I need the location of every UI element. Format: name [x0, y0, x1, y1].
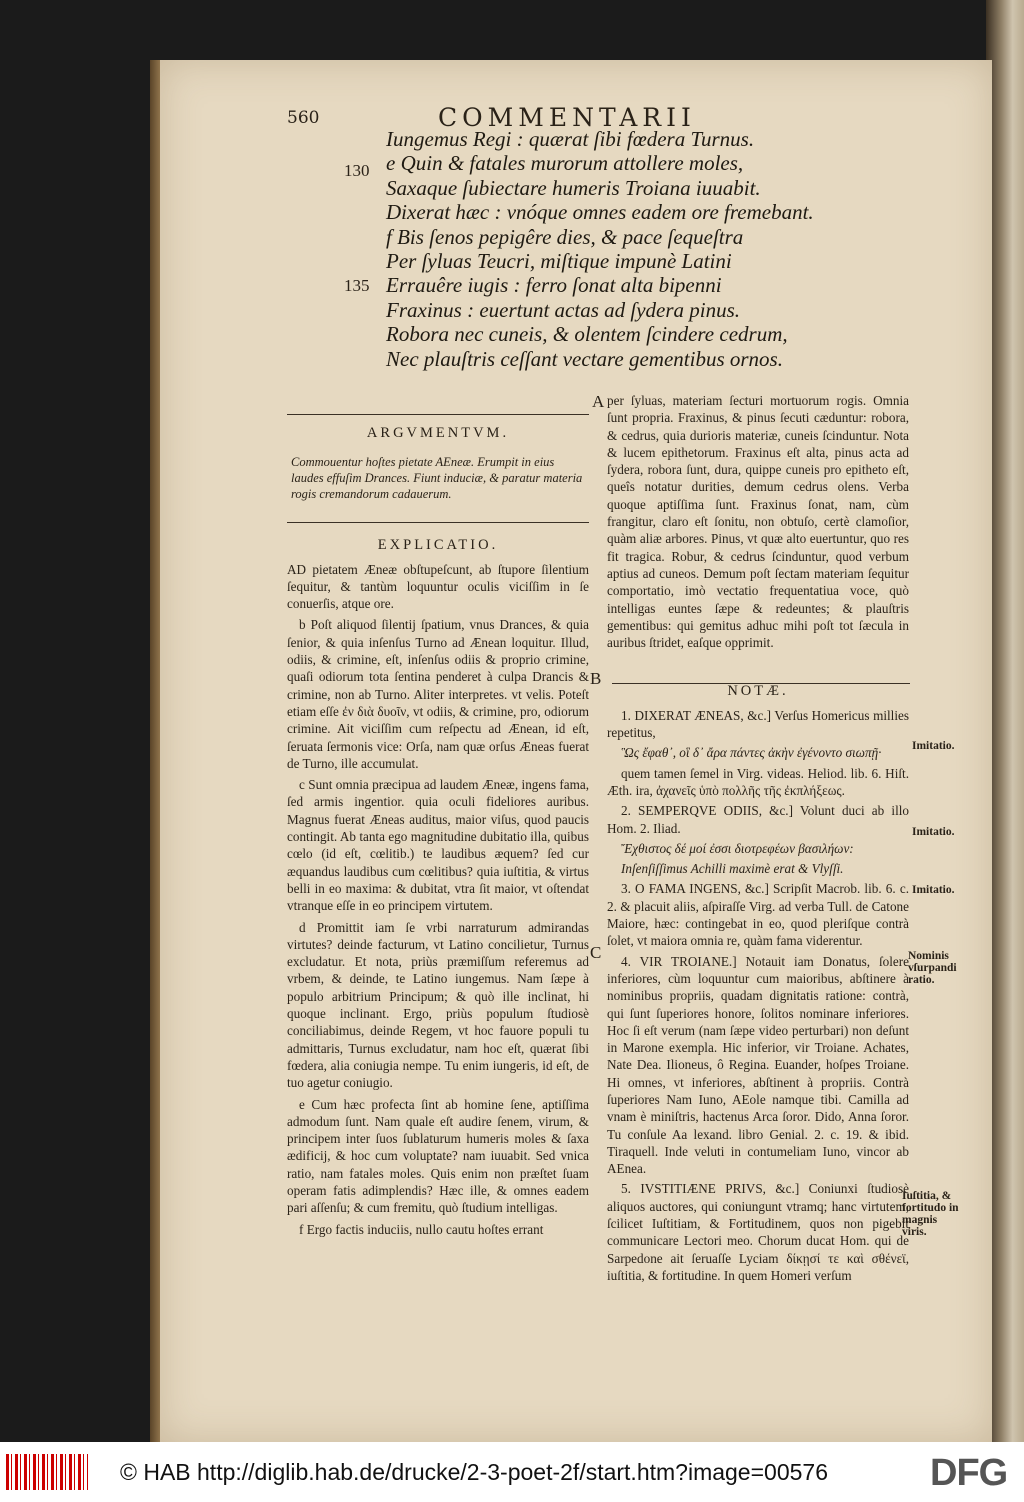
copyright-link[interactable]: © HAB http://diglib.hab.de/drucke/2-3-poet-2f/start.htm?image=00576	[120, 1459, 828, 1485]
verse-line: f Bis ſenos pepigêre dies, & pace ſequeſtra	[386, 224, 744, 249]
verse-line: Robora nec cuneis, & olentem ſcindere cedrum,	[386, 322, 788, 347]
side-note: Nominis vſurpandi ratio.	[908, 950, 957, 986]
line-number: 130	[344, 161, 370, 180]
note-entry: 4. VIR TROIANE.] Notauit iam Donatus, ſolere inferiores, cùm loquuntur cum maioribus, abſtinere à nominibus propriis, quadam dignitatis ratione: contrà, qui ſunt ſuperiores honore, ſolitos nominare inferiores. Hoc ſi eſt verum (nam ſæpe video perturbari) non deſunt in Marone exempla. Hic inferior, vir Troiane. Achates, Nate Dea. Ilioneus, ô Regina. Euander, hoſpes Troiane. Hi omnes, vt inferiores, abſtinent à propriis. Contrà ſuperiores Nam Iuno, AEole namque tibi. Camilla ad vnam è miniſtris, hactenus Arca ſoror. Dido, Anna ſoror. Tu conſule Aa lexand. libro Genial. 2. c. 19. & ibid. Tiraquell. Inde veluti in contumeliam Iuno, vincor ab AEnea.	[607, 953, 909, 1177]
side-note: Imitatio.	[912, 826, 955, 838]
verse-line: Dixerat hæc : vnóque omnes eadem ore fremebant.	[386, 200, 814, 225]
note-entry: Inſenſiſſimus Achilli maximè erat & Vlyſſi.	[621, 861, 844, 877]
notae-title: NOTÆ.	[727, 683, 789, 700]
note-entry: 1. DIXERAT ÆNEAS, &c.] Verſus Homericus millies repetitus,	[607, 707, 909, 741]
explicatio-paragraph: c Sunt omnia præcipua ad laudem Æneæ, ingens fama, ſed armis ingentior. quia oculi fideliores auribus. Magnus fuerat Æneas auditus, maior viſus, quod paucis contingit. Ab tanta ego magnitudine dubitatio illa, quibus cœlo (id eſt, cœlitib.) te laudibus æquem? ſed cur æquandus laudibus cum cœlitibus? quia iuſtitia, & virtus belli in eo maxima: & dubitat, vtra ſit maior, vt oſtendat vtranque eſſe in eo principem virtutem.	[287, 777, 589, 914]
explicatio-continuation: per ſyluas, materiam ſecturi mortuorum rogis. Omnia ſunt propria. Fraxinus, & pinus ſecuti cæduntur: robora, & cedrus, quia durioris materiæ, cuneis ſcinduntur. Nota & lucem epithetorum. Fraxinus eſt alta, pinus acta ad ſydera, robora ſunt, dura, quippe cuneis pro epitheto eſt, queîs notatur durities, demum cedrus olens. Verba quoque aptiſſima ſunt. Fraxinus ſonat, nam, cùm frangitur, claro eſt ſonitu, non obtuſo, certè clamoſior, quàm aliæ arbores. Pinus, vt quæ alto euertuntur, quo res fit tragica. Robur, & cedrus ſcinduntur, quod verbum aptius ad cuneos. Demum poſt ſectam materiam ſequitur comportatio, imò vectatio frequentatiua voce, quò intelligas euntes ſæpe & redeuntes; & plauſtris gementibus: qui gemitus adhuc mihi poſt tot ſæcula in auribus ſtridet, eaſque opprimit.	[607, 393, 909, 651]
margin-letter: A	[592, 392, 605, 411]
explicatio-paragraph: f Ergo factis induciis, nullo cautu hoſtes errant	[299, 1221, 544, 1237]
note-entry: 2. SEMPERQVE ODIIS, &c.] Volunt duci ab illo Hom. 2. Iliad.	[607, 803, 909, 836]
explicatio-paragraph: b Poſt aliquod ſilentij ſpatium, vnus Drances, & quia ſenior, & quia inſenſus Turno ad Ænean loquitur. Illud, odiis, & crimine, eſt, inſenſus odiis & proprio crimine, quaſi odiorum tota ſentina penderet à culpa Drancis & crimine, non ab Turno. Aliter interpretes. vt velis. Poteſt etiam eſſe ἐν διὰ δυοῖν, vt odiis, & crimine, pro, odiorum crimine. Ait viciſſim cum reſpectu ad Ænean, id eſt, ſeruata ſermonis vice: Orſa, nam quæ orſus Æneas fuerat de Turno, ille accumulat.	[287, 617, 589, 771]
note-greek-quote: Ὣς ἔφαθ᾽, οἳ δ᾽ ἄρα πάντες ἀκὴν ἐγένοντο σιωπῇ·	[621, 745, 882, 761]
page-number: 560	[287, 108, 320, 128]
verse-line: Errauêre iugis : ferro ſonat alta bipenni	[386, 273, 722, 298]
explicatio-paragraph: AD pietatem Æneæ obſtupeſcunt, ab ſtupore ſilentium ſequitur, & tantùm loquuntur oculis viciſſim in ſe conuerſis, atque ore.	[287, 561, 589, 612]
note-entry: 5. IVSTITIÆNE PRIVS, &c.] Coniunxi ſtudiosè aliquos auctores, qui coniungunt vtramq; hanc virtutem, ſcilicet Iuſtitiam, & Fortitudinem, quos non pigebit communicare Lectori meo. Chorum ducat Hom. qui de Sarpedone ait ſeruaſſe Lyciam δίκῃσί τε καὶ σθένεϊ, iuſtitia, & fortitudine. In quem Homeri verſum	[607, 1181, 909, 1283]
explicatio-paragraph: d Promittit iam ſe vrbi narraturum admirandas virtutes? deinde facturum, vt Latino concilietur, Turnus excludatur. Et nota, priùs præmiſſum referemus ad vrbem, & deinde, te Latino iungemus. Nam ſæpe à populo arbitrium Principum; & quò ille inclinat, hi quoque inclinant. Ergo, priùs populum ſtudiosè conciliabimus, deinde Regem, vt hoc fauore populi tu admittaris, Turnus excludatur, nam hoc eſt, quærat ſibi fœdera, alia coniugia nempe. Tu enim iungeris, id eſt, de tuo agetur coniugio.	[287, 919, 589, 1091]
argumentum-text: Commouentur hoſtes pietate AEneæ. Erumpit in eius laudes effuſim Drances. Fiunt induciæ, & paratur materia rogis cremandorum cadauerum.	[291, 455, 583, 502]
note-entry: 3. O FAMA INGENS, &c.] Scripſit Macrob. lib. 6. c. 2. & placuit aliis, aſpiraſſe Virg. ad verba Tull. de Catone Maiore, hæc: contingebat in eo, quod pleriſque contrà ſolet, vt maiora omnia re, quàm fama viderentur.	[607, 881, 909, 949]
argumentum-title: ARGVMENTVM.	[366, 425, 510, 441]
margin-letter: B	[590, 669, 602, 688]
section-rule	[287, 414, 589, 415]
verse-line: e Quin & fatales murorum attollere moles,	[386, 151, 744, 176]
left-column	[287, 425, 589, 1242]
verse-line: Per ſyluas Teucri, miſtique impunè Latini	[386, 248, 732, 273]
section-rule	[287, 522, 589, 523]
explicatio-title: EXPLICATIO.	[377, 537, 499, 554]
verse-line: Iungemus Regi : quærat ſibi fœdera Turnus.	[386, 127, 755, 151]
side-note: Iuſtitia, & fortitudo in magnis viris.	[902, 1190, 959, 1238]
right-column	[607, 392, 909, 1287]
note-greek-quote: Ἔχθιστος δέ μοί ἐσσι διοτρεφέων βασιλήων:	[621, 840, 854, 856]
verse-line: Saxaque ſubiectare humeris Troiana iuuabit.	[386, 175, 761, 200]
side-note: Imitatio.	[912, 740, 955, 752]
line-number: 135	[344, 276, 370, 295]
verse-block	[386, 127, 814, 371]
note-entry: quem tamen ſemel in Virg. videas. Heliod. lib. 6. Hiſt. Æth. ira, ἀχανεῖς ὑπὸ πολλῆς τῆς ἐκπλήξεως.	[607, 765, 909, 798]
library-barcode-icon	[6, 1454, 88, 1490]
verse-line: Fraxinus : euertunt actas ad ſydera pinus.	[386, 297, 741, 322]
explicatio-paragraph: e Cum hæc profecta ſint ab homine ſene, aptiſſima admodum ſunt. Nam quale eſt audire ſenem, virum, & principem inter ſuos ſublaturum humeris moles & ſaxa ædificij, & hoc cum voluptate? nam iuuabit. Sed vnica ratio, nam fatales moles. Quis enim non præſtet ſuam operam fatis adimplendis? Hæc ille, & omnes eadem pari aſſenſu; & cum fremitu, quò ſtudium intelligas.	[287, 1096, 589, 1216]
verse-line: Nec plauſtris ceſſant vectare gementibus ornos.	[386, 346, 783, 371]
running-head: COMMENTARII	[438, 103, 696, 132]
dfg-logo: DFG	[930, 1452, 1008, 1494]
margin-letter: C	[590, 943, 602, 962]
side-note: Imitatio.	[912, 884, 955, 896]
